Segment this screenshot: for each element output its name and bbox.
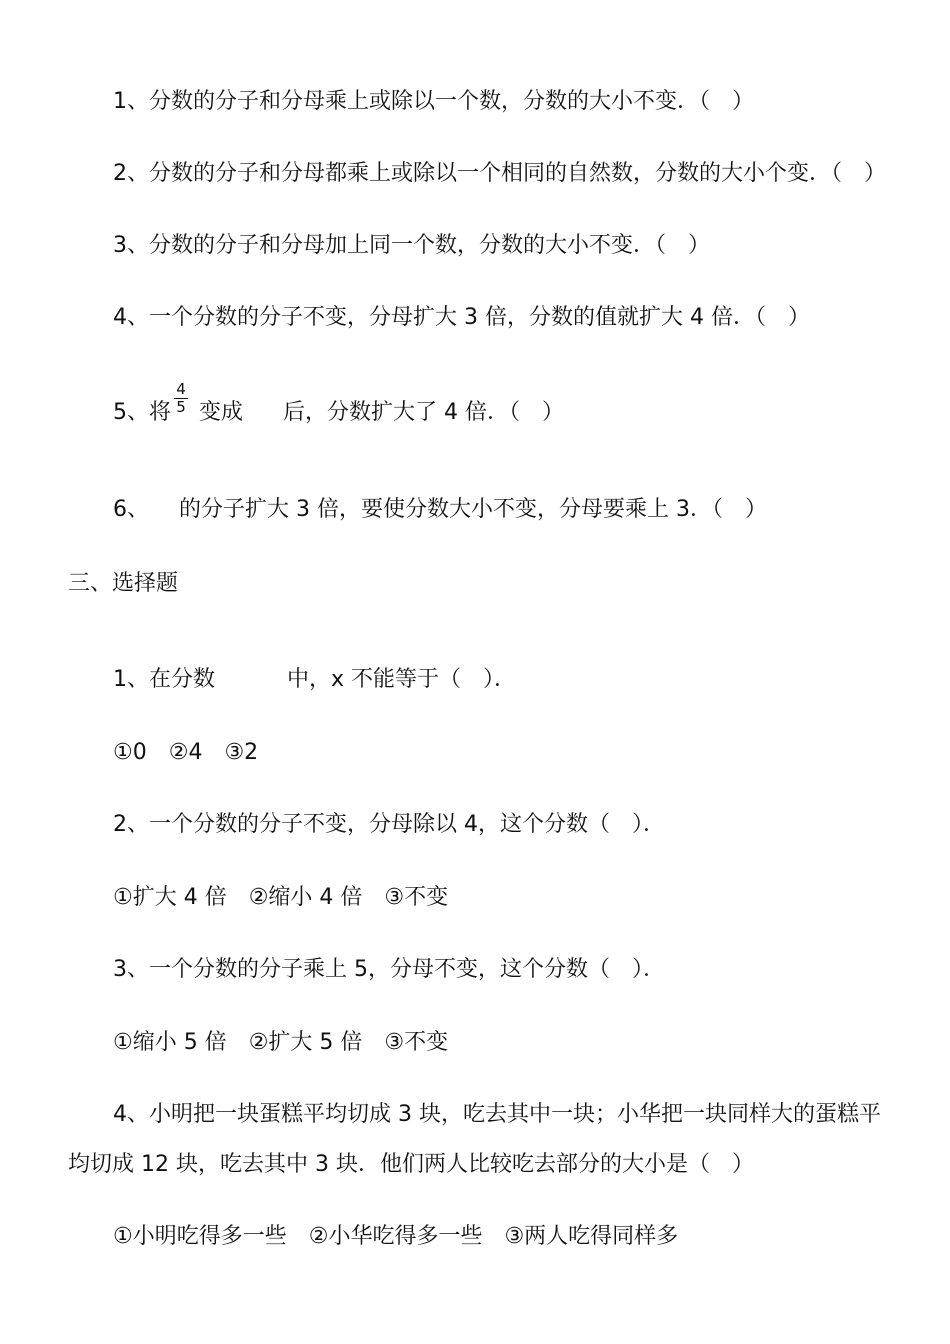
- fraction-numerator: 4: [176, 380, 186, 398]
- choice-item-2-options: ①扩大 4 倍 ②缩小 4 倍 ③不变: [113, 885, 449, 910]
- choice-item-3-options: ①缩小 5 倍 ②扩大 5 倍 ③不变: [113, 1030, 449, 1055]
- judge-item-4: 4、一个分数的分子不变，分母扩大 3 倍，分数的值就扩大 4 倍．（ ）: [113, 305, 810, 330]
- judge-item-6-suffix: 的分子扩大 3 倍，要使分数大小不变，分母要乘上 3．（ ）: [179, 497, 767, 522]
- choice-item-4-line-2: 均切成 12 块，吃去其中 3 块．他们两人比较吃去部分的大小是（ ）: [68, 1152, 754, 1177]
- choice-item-1-options: ①0 ②4 ③2: [113, 740, 259, 765]
- choice-item-3: 3、一个分数的分子乘上 5，分母不变，这个分数（ ）．: [113, 957, 665, 982]
- judge-item-2: 2、分数的分子和分母都乘上或除以一个相同的自然数，分数的大小个变．（ ）: [113, 161, 886, 186]
- fraction-denominator: 5: [176, 398, 186, 416]
- judge-item-6: [113, 495, 767, 525]
- choice-item-4-options: ①小明吃得多一些 ②小华吃得多一些 ③两人吃得同样多: [113, 1224, 679, 1249]
- section-title-choice: 三、选择题: [68, 571, 179, 596]
- choice-item-2: 2、一个分数的分子不变，分母除以 4，这个分数（ ）．: [113, 812, 665, 837]
- choice-item-4-line-1: 4、小明把一块蛋糕平均切成 3 块，吃去其中一块；小华把一块同样大的蛋糕平: [113, 1102, 881, 1127]
- choice-item-1: [113, 665, 516, 695]
- fraction-four-fifths: [174, 382, 188, 415]
- judge-item-5-suffix: 后，分数扩大了 4 倍．（ ）: [283, 400, 564, 425]
- judge-item-1: 1、分数的分子和分母乘上或除以一个数，分数的大小不变．（ ）: [113, 89, 754, 114]
- choice-item-1-prefix: 1、在分数: [113, 667, 215, 692]
- judge-item-5-prefix: 5、将: [113, 400, 171, 425]
- choice-item-1-suffix: 中，x 不能等于（ ）．: [287, 667, 517, 692]
- judge-item-6-prefix: 6、: [113, 497, 149, 522]
- judge-item-3: 3、分数的分子和分母加上同一个数，分数的大小不变．（ ）: [113, 233, 710, 258]
- judge-item-5-mid: 变成: [199, 400, 244, 425]
